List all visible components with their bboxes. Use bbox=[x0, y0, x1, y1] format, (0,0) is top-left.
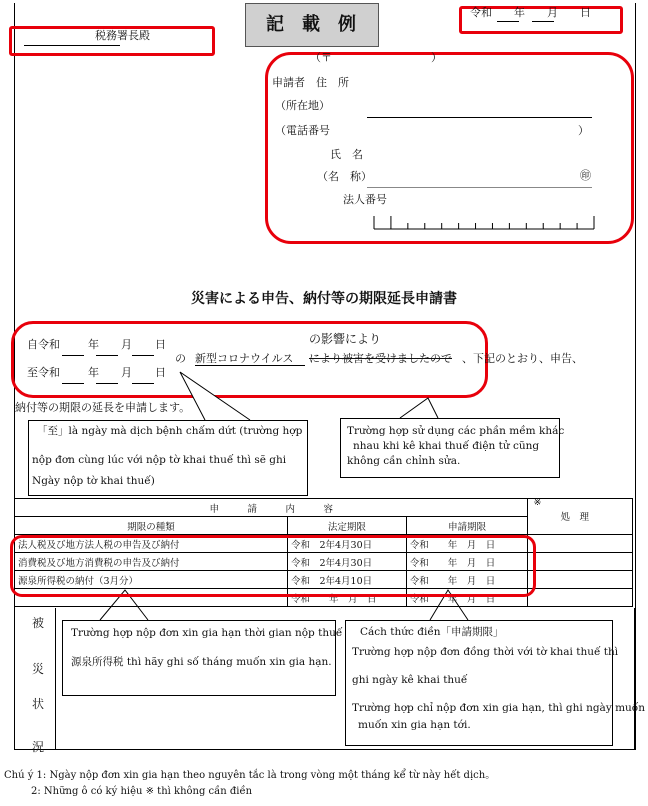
request-table: 申 請 内 容 ※ 処 理 期限の種類 法定期限 申請期限 法人税及び地方法人税の申告及び納付 令和 2年4月30日 令和 年 月 日 消費税及び地方消費税の申告及び納付 令和 2年4月30日 令和 年 月 日 源泉所得税の納付（3月分） 令和 2年4月10日 令和 年 月 日 令和 年 月 日 令和 年 月 日 bbox=[14, 498, 633, 607]
disaster-name[interactable]: 新型コロナウイルス bbox=[195, 352, 294, 365]
seal-mark: ㊞ bbox=[580, 169, 591, 182]
table-row: 消費税及び地方消費税の申告及び納付 令和 2年4月30日 令和 年 月 日 bbox=[15, 553, 633, 571]
table-row: 法人税及び地方法人税の申告及び納付 令和 2年4月30日 令和 年 月 日 bbox=[15, 535, 633, 553]
note-1: Chú ý 1: Ngày nộp đơn xin gia hạn theo nguyên tắc là trong vòng một tháng kể từ này hết dịch。 bbox=[4, 770, 496, 781]
callout-withholding: Trường hợp nộp đơn xin gia hạn thời gian nộp thuế 源泉所得税 thì hãy ghi số tháng muốn xin gia hạn. bbox=[62, 620, 336, 696]
table-highlight bbox=[10, 535, 536, 597]
corp-number-label: 法人番号 bbox=[343, 193, 387, 206]
callout-end-date: 「至」là ngày mà dịch bệnh chấm dứt (trường hợp nộp đơn cùng lúc với nộp tờ khai thuế thì sẽ ghi Ngày nộp tờ khai thuế) bbox=[28, 420, 308, 496]
postal-code[interactable]: （〒 ） bbox=[310, 51, 442, 64]
address-label: 申請者 住 所 bbox=[272, 76, 349, 89]
callout-software: Trường hợp sử dụng các phần mềm khác nhau khi kê khai thuế điện tử cũng không cần chỉnh sửa. bbox=[340, 418, 560, 478]
page: 記 載 例 令和 年 月 日 税務署長殿 （〒 ） 申請者 住 所 （所在地） （電話番号 ） 氏 名 （名 称） ㊞ 法人番号 災害による申告、納付等の期限延長申請書 の影響により 自令和 年 月 日 の 新型コロナウイルス により被害を受けましたので 、下記のとおり、申告、 至令和 年 月 日 納付等の期限の延長を申請します。 「至」là ngày mà dịch bệnh chấm dứt (trường hợp nộp đơn cùng lúc với nộp tờ khai thuế thì sẽ ghi Ngày nộp tờ khai thuế) Trường hợp sử dụng các phần mềm khác nhau khi kê khai thuế điện tử cũng không cần chỉnh sửa. 申 請 内 容 ※ 処 理 期限の種類 法定期限 申請期限 法人税及び地方法人税の申告及び納付 令和 2年4月30日 令和 年 月 日 消費税及び地方消費税の申告及び納付 令和 2年4月30日 令和 年 月 日 源泉所得税の納付（3月分） 令和 2年4月10日 令和 年 月 日 令和 年 月 日 令和 年 月 日 被 災 状 況 Trường hợp nộp đơn xin gia hạn thời gian nộp thuế 源泉所得税 thì hãy ghi số tháng muốn xin gia hạn. Cách thức điền「申請期限」 Trường hợp nộp đơn đồng thời với tờ khai thuế thì ghi ngày kê khai thuế Trường hợp chỉ nộp đơn xin gia hạn, thì ghi ngày muốn muốn xin gia hạn tới. Chú ý 1: Ngày nộp đơn xin gia hạn theo nguyên tắc là trong vòng một tháng kể từ này hết dịch。 2: Những ô có ký hiệu ※ thì không cần điền bbox=[0, 0, 648, 806]
table-row: 令和 年 月 日 令和 年 月 日 bbox=[15, 589, 633, 607]
date-field[interactable]: 令和 年 月 日 bbox=[470, 6, 591, 19]
corp-name-label: （名 称） bbox=[317, 170, 372, 183]
note-2: 2: Những ô có ký hiệu ※ thì không cần điền bbox=[31, 786, 253, 797]
location-label: （所在地） bbox=[275, 99, 330, 112]
addressee: 税務署長殿 bbox=[95, 29, 150, 42]
callout-how-to: Cách thức điền「申請期限」 Trường hợp nộp đơn đồng thời với tờ khai thuế thì ghi ngày kê khai thuế Trường hợp chỉ nộp đơn xin gia hạn, thì ghi ngày muốn muốn xin gia hạn tới. bbox=[345, 620, 613, 746]
struck-text: により被害を受けましたので bbox=[309, 352, 452, 365]
table-row: 源泉所得税の納付（3月分） 令和 2年4月10日 令和 年 月 日 bbox=[15, 571, 633, 589]
phone-label: （電話番号 bbox=[275, 124, 330, 137]
influence-text: の影響により bbox=[309, 332, 382, 346]
form-heading: 災害による申告、納付等の期限延長申請書 bbox=[191, 291, 457, 307]
page-title-text: 記 載 例 bbox=[266, 14, 356, 35]
name-label: 氏 名 bbox=[330, 148, 363, 161]
damage-label-col bbox=[55, 608, 56, 749]
